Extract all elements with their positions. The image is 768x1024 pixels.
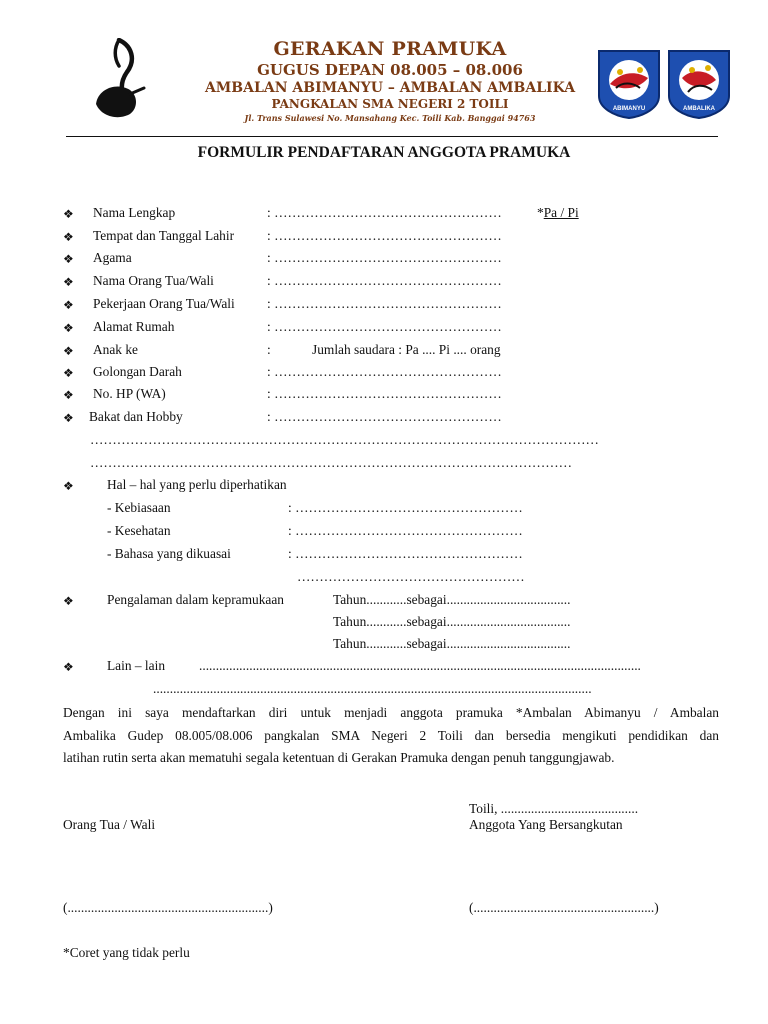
field-value[interactable]: : …………………………………………… xyxy=(267,205,502,220)
field-value[interactable]: : xyxy=(267,342,271,357)
siblings-count[interactable]: Jumlah saudara : Pa .... Pi .... orang xyxy=(312,342,501,357)
abimanyu-logo xyxy=(596,48,662,120)
statement-line: Ambalika Gudep 08.005/08.006 pangkalan SMA Negeri 2 Toili dan bersedia mengikuti pendidikan dan xyxy=(63,727,719,743)
pengalaman-label: Pengalaman dalam kepramukaan xyxy=(107,592,284,607)
lain-line-2[interactable]: ................................................................................................................................... xyxy=(153,681,592,696)
field-label: Nama Orang Tua/Wali xyxy=(93,273,214,288)
hobby-line-2: ……………………………………………………………………………………………… xyxy=(90,455,573,470)
ambalika-logo xyxy=(666,48,732,120)
field-label: Anak ke xyxy=(93,342,138,357)
field-label: Golongan Darah xyxy=(93,364,182,379)
lain-line-1[interactable]: .................................................................................................................................... xyxy=(199,658,641,673)
member-signature-blank[interactable]: (......................................................) xyxy=(469,900,659,915)
footnote: *Coret yang tidak perlu xyxy=(63,945,190,960)
place-date[interactable]: Toili, ......................................... xyxy=(469,801,639,816)
hobby-line-1: …………………………………………………………………………………………………… xyxy=(90,432,599,447)
kesehatan-value[interactable]: : …………………………………………… xyxy=(288,523,523,538)
kebiasaan-label: - Kebiasaan xyxy=(107,500,171,515)
field-value[interactable]: : …………………………………………… xyxy=(267,319,502,334)
diamond-bullet-icon: ❖ xyxy=(63,321,74,335)
field-value[interactable]: : …………………………………………… xyxy=(267,364,502,379)
diamond-bullet-icon: ❖ xyxy=(63,388,74,402)
statement-line: Dengan ini saya mendaftarkan diri untuk menjadi anggota pramuka *Ambalan Abimanyu / Ambalan xyxy=(63,705,719,720)
diamond-bullet-icon: ❖ xyxy=(63,344,74,358)
diamond-bullet-icon: ❖ xyxy=(63,230,74,244)
diamond-bullet-icon: ❖ xyxy=(63,207,74,221)
field-value[interactable]: : …………………………………………… xyxy=(267,273,502,288)
tunas-kelapa-logo xyxy=(92,38,148,120)
gender-option[interactable] xyxy=(537,205,579,221)
field-value[interactable]: : …………………………………………… xyxy=(267,386,502,401)
school-address: Jl. Trans Sulawesi No. Mansahang Kec. Toili Kab. Banggai 94763 xyxy=(244,113,536,123)
field-label: Nama Lengkap xyxy=(93,205,176,220)
kesehatan-label: - Kesehatan xyxy=(107,523,171,538)
member-signature-title: Anggota Yang Bersangkutan xyxy=(469,817,623,832)
diamond-bullet-icon: ❖ xyxy=(63,298,74,312)
bahasa-label: - Bahasa yang dikuasai xyxy=(107,546,231,561)
field-label: Alamat Rumah xyxy=(93,319,175,334)
ambalan-name: AMBALAN ABIMANYU – AMBALAN AMBALIKA xyxy=(204,80,576,96)
kebiasaan-value[interactable]: : …………………………………………… xyxy=(288,500,523,515)
statement-paragraph xyxy=(63,702,719,770)
bahasa-extra-line[interactable]: …………………………………………… xyxy=(297,569,525,584)
field-label: Pekerjaan Orang Tua/Wali xyxy=(93,296,235,311)
gender-asterisk: * xyxy=(537,205,544,220)
form-title: FORMULIR PENDAFTARAN ANGGOTA PRAMUKA xyxy=(197,144,571,161)
pengalaman-row-3[interactable]: Tahun............sebagai..................................... xyxy=(333,636,571,651)
statement-line: latihan rutin serta akan mematuhi segala ketentuan di Gerakan Pramuka dengan penuh tanggungjawab. xyxy=(63,750,615,766)
bahasa-value[interactable]: : …………………………………………… xyxy=(288,546,523,561)
ambalika-logo-text: AMBALIKA xyxy=(683,106,715,112)
field-label: Bakat dan Hobby xyxy=(89,409,183,424)
diamond-bullet-icon: ❖ xyxy=(63,479,74,493)
field-value[interactable]: : …………………………………………… xyxy=(267,409,502,424)
org-title: GERAKAN PRAMUKA xyxy=(273,38,507,60)
parent-signature-blank[interactable]: (............................................................) xyxy=(63,900,273,915)
field-label: Tempat dan Tanggal Lahir xyxy=(93,228,235,243)
header-divider xyxy=(66,136,718,137)
diamond-bullet-icon: ❖ xyxy=(63,252,74,266)
lain-label: Lain – lain xyxy=(107,658,166,673)
field-value[interactable]: : …………………………………………… xyxy=(267,296,502,311)
diamond-bullet-icon: ❖ xyxy=(63,411,74,425)
abimanyu-logo-text: ABIMANYU xyxy=(612,106,646,112)
pengalaman-row-2[interactable]: Tahun............sebagai..................................... xyxy=(333,614,571,629)
parent-signature-title: Orang Tua / Wali xyxy=(63,817,156,832)
field-label: No. HP (WA) xyxy=(93,386,166,401)
gugus-depan: GUGUS DEPAN 08.005 – 08.006 xyxy=(257,61,523,79)
diamond-bullet-icon: ❖ xyxy=(63,660,74,674)
field-value[interactable]: : …………………………………………… xyxy=(267,228,502,243)
diamond-bullet-icon: ❖ xyxy=(63,594,74,608)
field-label: Agama xyxy=(93,250,132,265)
diamond-bullet-icon: ❖ xyxy=(63,366,74,380)
diamond-bullet-icon: ❖ xyxy=(63,275,74,289)
pangkalan-name: PANGKALAN SMA NEGERI 2 TOILI xyxy=(271,97,509,111)
perhatian-label: Hal – hal yang perlu diperhatikan xyxy=(107,477,287,492)
field-value[interactable]: : …………………………………………… xyxy=(267,250,502,265)
pengalaman-row-1[interactable]: Tahun............sebagai..................................... xyxy=(333,592,571,607)
gender-option-text[interactable]: Pa / Pi xyxy=(543,205,579,220)
